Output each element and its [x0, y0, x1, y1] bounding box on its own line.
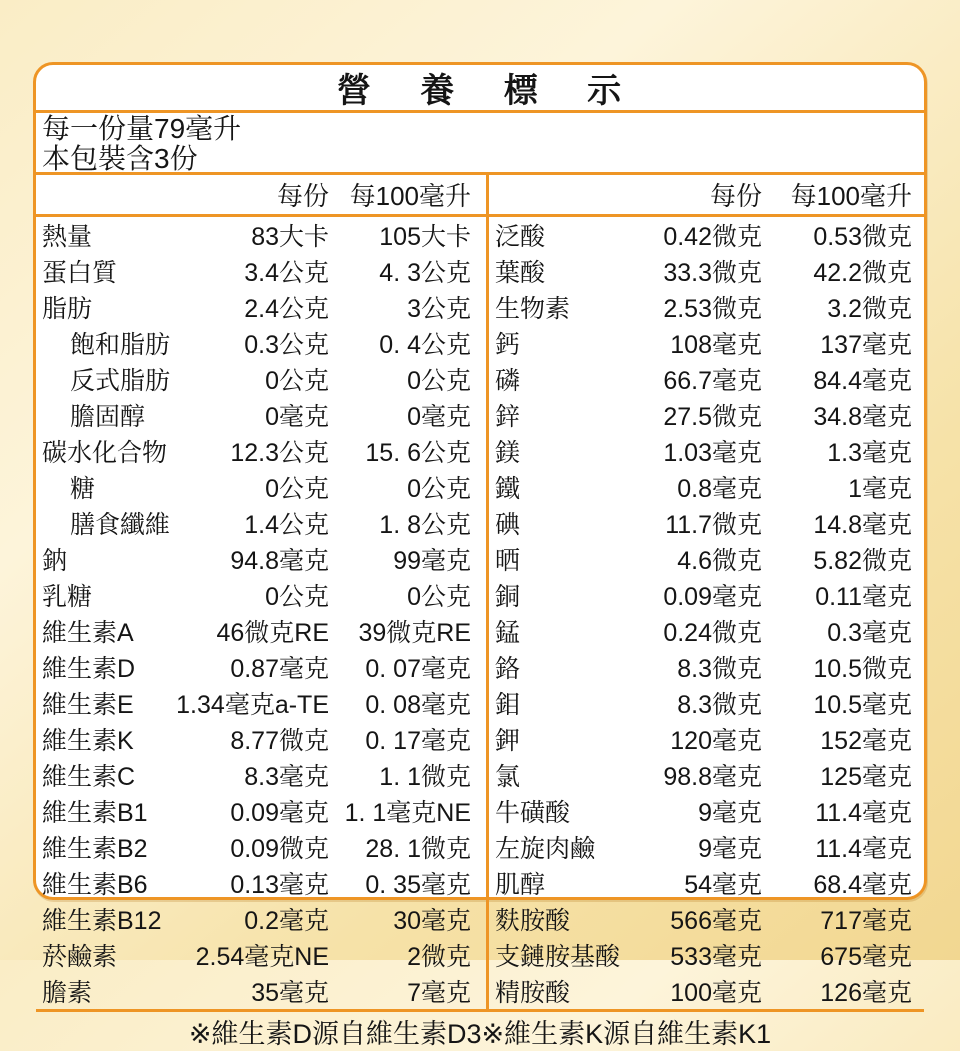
nutrient-name: 鉀 — [495, 727, 521, 755]
per-100ml-value: 10.5毫克 — [813, 691, 912, 719]
per-serving-value: 0.8毫克 — [677, 475, 762, 503]
per-100ml-value: 3.2微克 — [827, 295, 912, 323]
per-serving-value: 1.34毫克a-TE — [176, 691, 329, 719]
per-100ml-value: 717毫克 — [820, 907, 912, 935]
nutrient-name: 磷 — [495, 367, 521, 395]
per-100ml-value: 99毫克 — [393, 547, 471, 575]
per-100ml-value: 34.8毫克 — [813, 403, 912, 431]
nutrient-name: 維生素K — [42, 727, 134, 755]
per-serving-value: 9毫克 — [698, 835, 762, 863]
serving-info — [36, 113, 924, 175]
nutrient-name: 菸鹼素 — [42, 943, 118, 971]
per-100ml-value: 2微克 — [407, 943, 471, 971]
nutrient-name: 乳糖 — [42, 583, 93, 611]
per-100ml-value: 0公克 — [407, 583, 471, 611]
table-row — [489, 829, 912, 865]
nutrient-name: 肌醇 — [495, 871, 546, 899]
per-serving-value: 0公克 — [265, 367, 329, 395]
per-100ml-value: 10.5微克 — [813, 655, 912, 683]
nutrient-name: 維生素B1 — [42, 799, 148, 827]
nutrient-name: 膽素 — [42, 979, 93, 1007]
per-100ml-value: 0. 17毫克 — [365, 727, 471, 755]
nutrient-name: 鎂 — [495, 439, 521, 467]
nutrient-name: 維生素E — [42, 691, 134, 719]
column-header-row — [36, 175, 924, 217]
per-100ml-value: 675毫克 — [820, 943, 912, 971]
table-row — [489, 433, 912, 469]
nutrient-name: 牛磺酸 — [495, 799, 571, 827]
per-serving-value: 2.54毫克NE — [195, 943, 329, 971]
nutrition-label-panel — [33, 62, 927, 1049]
nutrient-name: 麩胺酸 — [495, 907, 571, 935]
footnote: ※維生素D源自維生素D3※維生素K源自維生素K1 — [36, 1009, 924, 1050]
per-serving-value: 54毫克 — [684, 871, 762, 899]
nutrient-name: 膽固醇 — [70, 403, 146, 431]
per-serving-value: 8.77微克 — [230, 727, 329, 755]
per-serving-value: 100毫克 — [670, 979, 762, 1007]
per-100ml-value: 0.53微克 — [813, 223, 912, 251]
table-row — [489, 685, 912, 721]
nutrient-name: 維生素B2 — [42, 835, 148, 863]
table-row — [489, 613, 912, 649]
nutrient-name: 泛酸 — [495, 223, 546, 251]
table-row — [489, 757, 912, 793]
per-100ml-value: 3公克 — [407, 295, 471, 323]
per-serving-value: 11.7微克 — [665, 511, 762, 539]
nutrient-name: 維生素B12 — [42, 907, 162, 935]
per-serving-value: 12.3公克 — [230, 439, 329, 467]
table-row — [36, 325, 471, 361]
per-100ml-value: 0.11毫克 — [815, 583, 912, 611]
per-100ml-value: 1. 1微克 — [379, 763, 471, 791]
table-row — [489, 361, 912, 397]
nutrient-name: 鐵 — [495, 475, 521, 503]
table-row — [36, 577, 471, 613]
nutrient-name: 氯 — [495, 763, 521, 791]
nutrient-name: 晒 — [495, 547, 521, 575]
per-serving-header: 每份 — [709, 181, 762, 211]
nutrient-name: 膳食纖維 — [70, 511, 171, 539]
per-serving-value: 0.24微克 — [663, 619, 762, 647]
per-serving-value: 98.8毫克 — [663, 763, 762, 791]
table-row — [489, 541, 912, 577]
right-column-header — [489, 175, 924, 214]
per-serving-value: 0.3公克 — [244, 331, 329, 359]
table-row — [489, 505, 912, 541]
per-serving-value: 533毫克 — [670, 943, 762, 971]
table-row — [36, 613, 471, 649]
per-100ml-value: 28. 1微克 — [365, 835, 471, 863]
per-serving-value: 0公克 — [265, 475, 329, 503]
per-serving-value: 94.8毫克 — [230, 547, 329, 575]
per-serving-value: 0.2毫克 — [244, 907, 329, 935]
per-100ml-value: 15. 6公克 — [365, 439, 471, 467]
per-100ml-value: 1. 8公克 — [379, 511, 471, 539]
per-100ml-header: 每100毫升 — [349, 181, 471, 211]
per-serving-value: 8.3微克 — [677, 655, 762, 683]
table-row — [36, 973, 471, 1009]
nutrient-name: 鈉 — [42, 547, 68, 575]
per-serving-value: 1.4公克 — [244, 511, 329, 539]
per-serving-value: 8.3微克 — [677, 691, 762, 719]
table-row — [489, 217, 912, 253]
nutrient-name: 錳 — [495, 619, 521, 647]
nutrient-name: 熱量 — [42, 223, 93, 251]
per-100ml-value: 1毫克 — [848, 475, 912, 503]
per-100ml-value: 0. 35毫克 — [365, 871, 471, 899]
table-row — [36, 433, 471, 469]
per-serving-value: 0.09微克 — [230, 835, 329, 863]
per-serving-value: 108毫克 — [670, 331, 762, 359]
table-row — [36, 397, 471, 433]
per-100ml-value: 1.3毫克 — [827, 439, 912, 467]
per-100ml-value: 105大卡 — [379, 223, 471, 251]
per-100ml-value: 126毫克 — [820, 979, 912, 1007]
per-serving-value: 2.53微克 — [663, 295, 762, 323]
per-serving-value: 1.03毫克 — [663, 439, 762, 467]
left-column-header — [36, 175, 489, 214]
per-serving-value: 33.3微克 — [663, 259, 762, 287]
table-row — [36, 469, 471, 505]
per-100ml-value: 0. 07毫克 — [365, 655, 471, 683]
nutrient-name: 維生素A — [42, 619, 134, 647]
per-serving-value: 120毫克 — [670, 727, 762, 755]
per-100ml-value: 84.4毫克 — [813, 367, 912, 395]
per-100ml-value: 42.2微克 — [813, 259, 912, 287]
nutrient-name: 維生素C — [42, 763, 136, 791]
per-serving-value: 66.7毫克 — [663, 367, 762, 395]
table-row — [36, 829, 471, 865]
nutrient-name: 脂肪 — [42, 295, 93, 323]
nutrient-name: 反式脂肪 — [70, 367, 171, 395]
per-serving-value: 9毫克 — [698, 799, 762, 827]
per-100ml-value: 137毫克 — [820, 331, 912, 359]
per-100ml-value: 0. 4公克 — [379, 331, 471, 359]
per-serving-value: 0毫克 — [265, 403, 329, 431]
table-row — [489, 973, 912, 1009]
table-row — [36, 541, 471, 577]
table-row — [36, 721, 471, 757]
table-row — [36, 757, 471, 793]
nutrient-name: 左旋肉鹼 — [495, 835, 596, 863]
table-row — [489, 577, 912, 613]
table-row — [36, 253, 471, 289]
table-row — [36, 505, 471, 541]
header-cells — [489, 175, 912, 214]
per-serving-value: 0.09毫克 — [663, 583, 762, 611]
nutrient-name: 維生素D — [42, 655, 136, 683]
nutrient-name: 支鏈胺基酸 — [495, 943, 621, 971]
servings-per-package-line: 本包裝含3份 — [42, 143, 198, 174]
per-100ml-value: 5.82微克 — [813, 547, 912, 575]
per-100ml-value: 0毫克 — [407, 403, 471, 431]
label-title: 營 養 標 示 — [36, 65, 924, 113]
per-100ml-value: 14.8毫克 — [813, 511, 912, 539]
table-row — [36, 217, 471, 253]
nutrient-name: 蛋白質 — [42, 259, 118, 287]
header-cells — [36, 175, 471, 214]
table-row — [489, 253, 912, 289]
table-row — [36, 865, 471, 901]
table-row — [489, 325, 912, 361]
table-row — [489, 937, 912, 973]
table-row — [489, 793, 912, 829]
nutrient-name: 鈣 — [495, 331, 521, 359]
table-row — [489, 289, 912, 325]
table-row — [489, 721, 912, 757]
nutrient-table — [36, 217, 924, 1009]
per-serving-value: 27.5微克 — [663, 403, 762, 431]
table-row — [36, 937, 471, 973]
nutrient-name: 銅 — [495, 583, 521, 611]
table-row — [489, 901, 912, 937]
table-row — [489, 649, 912, 685]
per-serving-value: 4.6微克 — [677, 547, 762, 575]
nutrient-name: 鋅 — [495, 403, 521, 431]
per-100ml-value: 0. 08毫克 — [365, 691, 471, 719]
nutrient-name: 維生素B6 — [42, 871, 148, 899]
table-row — [36, 289, 471, 325]
left-nutrient-column — [36, 217, 489, 1009]
per-serving-value: 46微克RE — [216, 619, 329, 647]
right-nutrient-column — [489, 217, 924, 1009]
per-100ml-value: 1. 1毫克NE — [344, 799, 471, 827]
nutrient-name: 糖 — [70, 475, 96, 503]
per-serving-value: 0.42微克 — [663, 223, 762, 251]
per-serving-value: 0.13毫克 — [230, 871, 329, 899]
per-100ml-value: 0公克 — [407, 475, 471, 503]
per-100ml-value: 68.4毫克 — [813, 871, 912, 899]
per-serving-value: 566毫克 — [670, 907, 762, 935]
per-serving-value: 83大卡 — [251, 223, 329, 251]
per-100ml-value: 0公克 — [407, 367, 471, 395]
table-row — [36, 361, 471, 397]
table-row — [489, 865, 912, 901]
nutrient-name: 葉酸 — [495, 259, 546, 287]
per-serving-value: 0.09毫克 — [230, 799, 329, 827]
nutrient-name: 碘 — [495, 511, 521, 539]
per-100ml-value: 0.3毫克 — [827, 619, 912, 647]
nutrient-name: 碳水化合物 — [42, 439, 168, 467]
serving-size-line: 每一份量79毫升 — [42, 113, 242, 144]
per-100ml-value: 125毫克 — [820, 763, 912, 791]
nutrient-name: 鉬 — [495, 691, 521, 719]
per-100ml-value: 7毫克 — [407, 979, 471, 1007]
per-serving-header: 每份 — [276, 181, 329, 211]
per-100ml-value: 39微克RE — [358, 619, 471, 647]
table-row — [36, 649, 471, 685]
table-row — [489, 469, 912, 505]
per-serving-value: 0.87毫克 — [230, 655, 329, 683]
table-row — [489, 397, 912, 433]
per-serving-value: 2.4公克 — [244, 295, 329, 323]
per-serving-value: 3.4公克 — [244, 259, 329, 287]
nutrient-name: 飽和脂肪 — [70, 331, 171, 359]
per-serving-value: 0公克 — [265, 583, 329, 611]
per-serving-value: 35毫克 — [251, 979, 329, 1007]
nutrient-name: 生物素 — [495, 295, 571, 323]
per-100ml-header: 每100毫升 — [790, 181, 912, 211]
nutrient-name: 精胺酸 — [495, 979, 571, 1007]
nutrient-name: 鉻 — [495, 655, 521, 683]
table-row — [36, 685, 471, 721]
per-serving-value: 8.3毫克 — [244, 763, 329, 791]
per-100ml-value: 11.4毫克 — [815, 835, 912, 863]
per-100ml-value: 11.4毫克 — [815, 799, 912, 827]
table-row — [36, 901, 471, 937]
per-100ml-value: 4. 3公克 — [379, 259, 471, 287]
table-row — [36, 793, 471, 829]
per-100ml-value: 152毫克 — [820, 727, 912, 755]
per-100ml-value: 30毫克 — [393, 907, 471, 935]
